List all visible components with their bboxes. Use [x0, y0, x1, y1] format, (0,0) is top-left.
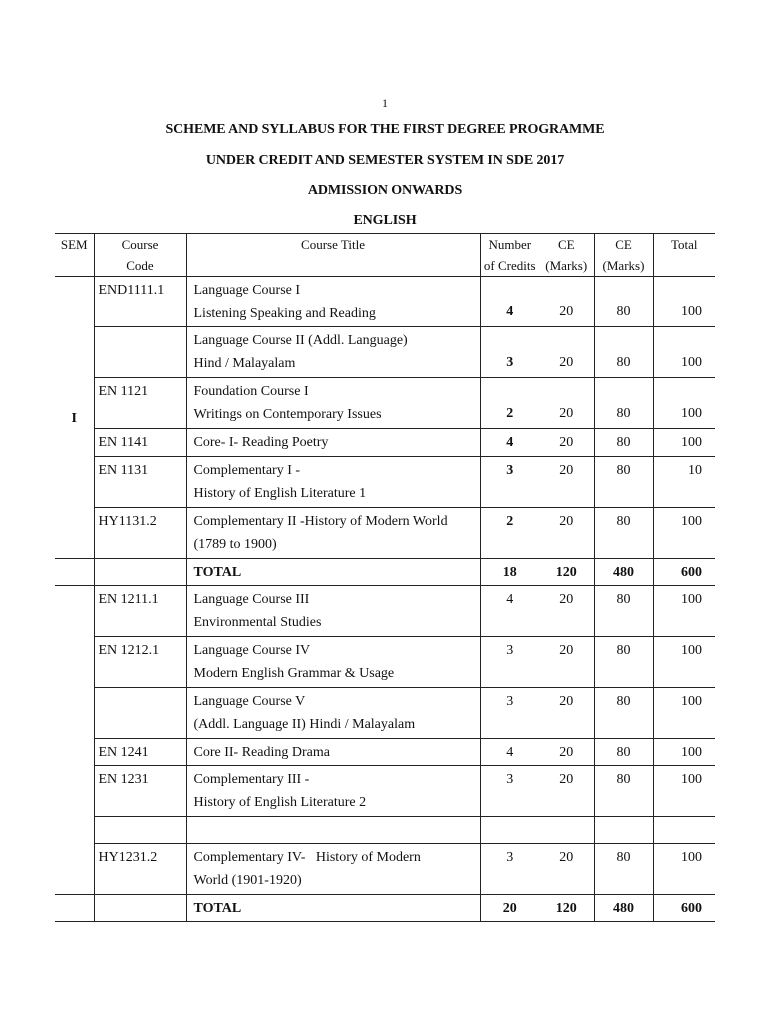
- ce-marks: 20: [559, 406, 574, 421]
- ce-marks-2: 80: [594, 586, 653, 637]
- credits: 3: [480, 457, 539, 508]
- credits: 3: [480, 766, 539, 817]
- heading-credit-system: UNDER CREDIT AND SEMESTER SYSTEM IN SDE 2017: [205, 153, 565, 168]
- header-ce-marks-2: CE (Marks): [594, 234, 653, 277]
- course-title: Complementary II -History of Modern World (1789 to 1900): [186, 508, 480, 559]
- course-title: [186, 817, 480, 844]
- semester-label: I: [71, 411, 77, 426]
- total-marks: 100: [653, 844, 715, 895]
- course-title: Language Course III Environmental Studies: [186, 586, 480, 637]
- ce-marks-2: 80: [594, 378, 653, 429]
- credits: 3: [480, 688, 539, 739]
- ce-marks-2: 80: [594, 766, 653, 817]
- total-marks: 100: [653, 378, 715, 429]
- course-title: Language Course IV Modern English Grammar & Usage: [186, 637, 480, 688]
- total-marks: 100: [653, 586, 715, 637]
- ce-marks: 20: [559, 435, 574, 450]
- course-title: Language Course I Listening Speaking and Reading: [186, 277, 480, 327]
- table-row: [55, 327, 715, 378]
- course-code: END1111.1: [94, 277, 186, 327]
- total-marks-sum: 600: [653, 895, 715, 922]
- total-row-code: [94, 895, 186, 922]
- credits: 4: [480, 739, 539, 766]
- total-row-sem: [55, 559, 94, 586]
- course-title: Complementary IV- History of Modern World (1901-1920): [186, 844, 480, 895]
- course-code: EN 1131: [94, 457, 186, 508]
- course-code: [94, 817, 186, 844]
- ce-marks: 20: [559, 643, 574, 658]
- ce-marks: 20: [559, 355, 574, 370]
- ce-marks: 20: [559, 850, 574, 865]
- header-total: Total: [653, 234, 715, 277]
- total-marks: 100: [653, 766, 715, 817]
- course-title: Complementary I - History of English Literature 1: [186, 457, 480, 508]
- ce-marks-2: 80: [594, 327, 653, 378]
- course-code: [94, 688, 186, 739]
- total-ce-marks: 120: [555, 565, 577, 580]
- table-row: [55, 429, 715, 457]
- credits: 2: [480, 508, 539, 559]
- total-credits: 20: [480, 895, 539, 922]
- heading-scheme: SCHEME AND SYLLABUS FOR THE FIRST DEGREE PROGRAMME: [165, 122, 605, 137]
- course-title: Foundation Course I Writings on Contemporary Issues: [186, 378, 480, 429]
- credits: 3: [480, 844, 539, 895]
- total-marks: [653, 817, 715, 844]
- credits: 3: [480, 327, 539, 378]
- ce-marks-2: 80: [594, 429, 653, 457]
- semester-label: [55, 586, 94, 895]
- header-course-code: Course Code: [94, 234, 186, 277]
- table-row: [55, 739, 715, 766]
- total-marks: 100: [653, 277, 715, 327]
- ce-marks: 20: [559, 694, 574, 709]
- course-code: EN 1241: [94, 739, 186, 766]
- header-credits: Number of Credits: [480, 234, 539, 277]
- ce-marks-2: 80: [594, 739, 653, 766]
- course-code: EN 1121: [94, 378, 186, 429]
- table-row: [55, 508, 715, 559]
- course-title: Language Course II (Addl. Language) Hind / Malayalam: [186, 327, 480, 378]
- page-number: 1: [382, 96, 388, 110]
- ce-marks: 20: [559, 745, 574, 760]
- total-label: TOTAL: [186, 559, 480, 586]
- total-marks: 10: [653, 457, 715, 508]
- table-header-row: [55, 234, 715, 277]
- ce-marks-2: 80: [594, 637, 653, 688]
- ce-marks-2: 80: [594, 277, 653, 327]
- table-row: [55, 586, 715, 637]
- heading-subject: ENGLISH: [353, 213, 417, 228]
- ce-marks-2: 80: [594, 688, 653, 739]
- course-code: EN 1231: [94, 766, 186, 817]
- credits: 2: [480, 378, 539, 429]
- ce-marks-2: 80: [594, 457, 653, 508]
- table-row: [55, 277, 715, 327]
- total-label: TOTAL: [186, 895, 480, 922]
- ce-marks-2: 80: [594, 508, 653, 559]
- ce-marks: 20: [559, 772, 574, 787]
- course-code: [94, 327, 186, 378]
- table-row: [55, 688, 715, 739]
- credits: 4: [480, 429, 539, 457]
- total-credits: 18: [480, 559, 539, 586]
- course-code: EN 1212.1: [94, 637, 186, 688]
- header-ce-marks: CE (Marks): [545, 237, 588, 273]
- total-ce-marks: 120: [555, 901, 577, 916]
- ce-marks: 20: [559, 463, 574, 478]
- course-code: EN 1211.1: [94, 586, 186, 637]
- course-code: EN 1141: [94, 429, 186, 457]
- course-title: Language Course V (Addl. Language II) Hindi / Malayalam: [186, 688, 480, 739]
- credits: [480, 817, 539, 844]
- ce-marks: 20: [559, 304, 574, 319]
- table-row: [55, 378, 715, 429]
- total-marks-sum: 600: [653, 559, 715, 586]
- heading-admission: ADMISSION ONWARDS: [307, 183, 463, 198]
- total-row: [55, 559, 715, 586]
- total-marks: 100: [653, 508, 715, 559]
- header-course-title: Course Title: [186, 234, 480, 277]
- total-ce-marks-2: 480: [594, 895, 653, 922]
- table-row: [55, 844, 715, 895]
- credits: 4: [480, 277, 539, 327]
- total-row-sem: [55, 895, 94, 922]
- header-sem: SEM: [60, 237, 88, 252]
- table-row: [55, 637, 715, 688]
- total-marks: 100: [653, 637, 715, 688]
- total-row-code: [94, 559, 186, 586]
- total-ce-marks-2: 480: [594, 559, 653, 586]
- credits: 3: [480, 637, 539, 688]
- total-marks: 100: [653, 688, 715, 739]
- credits: 4: [480, 586, 539, 637]
- course-title: Core- I- Reading Poetry: [186, 429, 480, 457]
- table-row: [55, 766, 715, 817]
- course-code: HY1231.2: [94, 844, 186, 895]
- ce-marks-2: [594, 817, 653, 844]
- total-marks: 100: [653, 739, 715, 766]
- total-marks: 100: [653, 327, 715, 378]
- course-title: Complementary III - History of English Literature 2: [186, 766, 480, 817]
- syllabus-table: [55, 233, 715, 922]
- course-code: HY1131.2: [94, 508, 186, 559]
- total-marks: 100: [653, 429, 715, 457]
- total-row: [55, 895, 715, 922]
- ce-marks-2: 80: [594, 844, 653, 895]
- ce-marks: [539, 817, 594, 844]
- ce-marks: 20: [559, 514, 574, 529]
- table-row: [55, 457, 715, 508]
- table-row: [55, 817, 715, 844]
- ce-marks: 20: [559, 592, 574, 607]
- course-title: Core II- Reading Drama: [186, 739, 480, 766]
